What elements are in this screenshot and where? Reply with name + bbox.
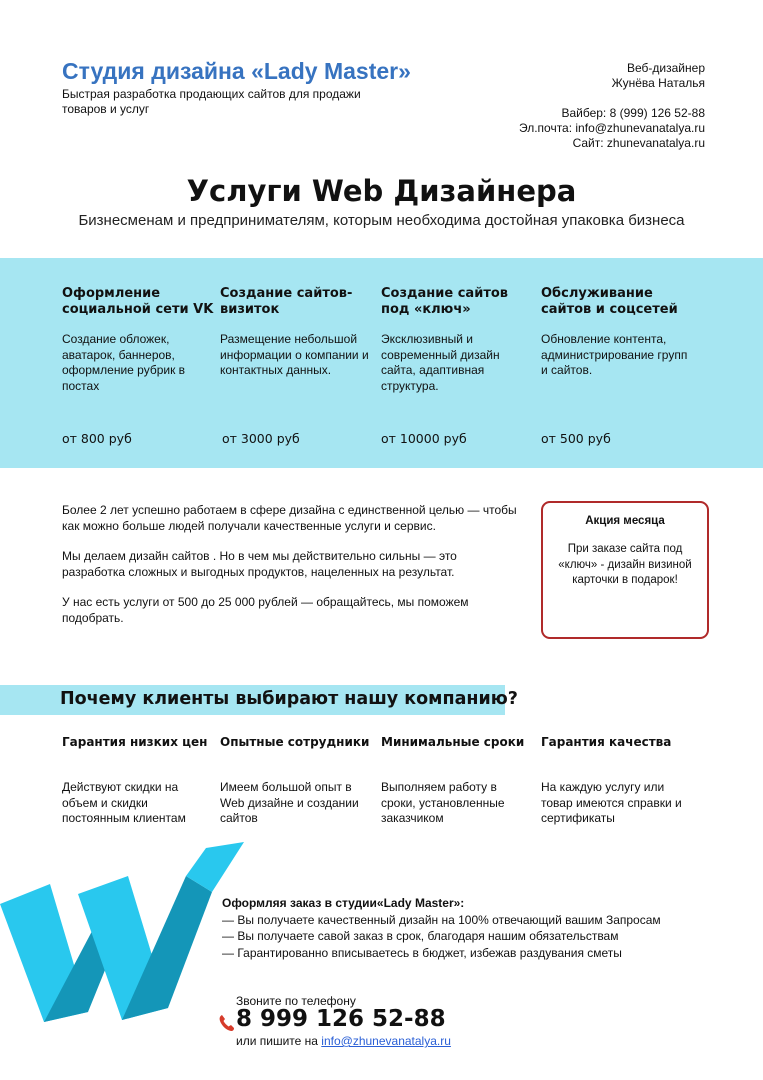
service-card-turnkey-sites: [381, 286, 533, 446]
order-item: — Вы получаете савой заказ в срок, благодаря нашим обязательствам: [222, 929, 619, 943]
studio-title: Студия дизайна «Lady Master»: [62, 58, 411, 84]
service-title: Обслуживание сайтов и соцсетей: [541, 286, 678, 317]
promo-box: [541, 501, 709, 639]
contact-role: Веб-дизайнер: [627, 61, 705, 75]
promo-text: При заказе сайта под «ключ» - дизайн визиной карточки в подарок!: [558, 543, 692, 586]
write-prefix: или пишите на: [236, 1034, 318, 1048]
about-section: [62, 502, 522, 640]
feature-description: Имеем большой опыт в Web дизайне и создании сайтов: [220, 780, 359, 825]
phone-number[interactable]: 8 999 126 52-88: [236, 1006, 446, 1032]
feature-low-prices: [62, 734, 212, 827]
service-description: Размещение небольшой информации о компании и контактных данных.: [220, 332, 369, 377]
service-description: Обновление контента, администрирование групп и сайтов.: [541, 332, 688, 377]
why-title: Почему клиенты выбирают нашу компанию?: [60, 689, 518, 709]
feature-quality: [541, 734, 691, 827]
service-title: Оформление социальной сети VK: [62, 286, 214, 317]
service-card-maintenance: [541, 286, 693, 446]
about-paragraph: У нас есть услуги от 500 до 25 000 рублей — обращайтесь, мы поможем подобрать.: [62, 595, 469, 625]
service-title: Создание сайтов под «ключ»: [381, 286, 509, 317]
feature-experienced-staff: [220, 734, 370, 827]
write-line: [236, 1034, 451, 1048]
about-paragraph: Более 2 лет успешно работаем в сфере дизайна с единственной целью — чтобы как можно больше людей получали качественные услуги и сервис.: [62, 503, 517, 533]
order-benefits: [222, 895, 661, 961]
service-description: Создание обложек, аватарок, баннеров, оформление рубрик в постах: [62, 332, 186, 393]
feature-title: Минимальные сроки: [381, 735, 525, 749]
call-label: Звоните по телефону: [236, 994, 356, 1008]
feature-title: Гарантия качества: [541, 735, 672, 749]
service-card-vk: [62, 286, 214, 446]
service-price: от 800 руб: [62, 431, 132, 446]
services-section: [0, 258, 763, 468]
about-paragraph: Мы делаем дизайн сайтов . Но в чем мы действительно сильны — это разработка сложных и выгодных продуктов, нацеленных на результат.: [62, 549, 457, 579]
feature-title: Опытные сотрудники: [220, 735, 370, 749]
feature-description: На каждую услугу или товар имеются справки и сертификаты: [541, 780, 682, 825]
contact-viber: Вайбер: 8 (999) 126 52-88: [561, 106, 705, 120]
contact-email: Эл.почта: info@zhunevanatalya.ru: [518, 121, 705, 135]
feature-min-deadlines: [381, 734, 531, 827]
page-subtitle: Бизнесменам и предпринимателям, которым необходима достойная упаковка бизнеса: [78, 212, 685, 229]
contact-site: Сайт: zhunevanatalya.ru: [572, 136, 705, 150]
feature-description: Действуют скидки на объем и скидки постоянным клиентам: [62, 780, 186, 825]
order-title: Оформляя заказ в студии«Lady Master»:: [222, 896, 465, 910]
order-item: — Вы получаете качественный дизайн на 100% отвечающий вашим Запросам: [222, 912, 661, 927]
service-card-business-card-sites: [220, 286, 372, 446]
phone-icon: [219, 1014, 235, 1032]
service-description: Эксклюзивный и современный дизайн сайта, адаптивная структура.: [381, 332, 500, 393]
feature-title: Гарантия низких цен: [62, 735, 208, 749]
studio-subtitle: Быстрая разработка продающих сайтов для продажи товаров и услуг: [62, 87, 361, 116]
order-item: — Гарантированно вписываетесь в бюджет, избежав раздувания сметы: [222, 945, 622, 960]
contact-block: [519, 61, 705, 151]
email-link[interactable]: info@zhunevanatalya.ru: [321, 1034, 451, 1048]
service-price: от 3000 руб: [222, 431, 300, 446]
contact-name: Жунёва Наталья: [611, 76, 705, 90]
service-price: от 10000 руб: [381, 431, 467, 446]
service-price: от 500 руб: [541, 431, 611, 446]
service-title: Создание сайтов-визиток: [220, 286, 353, 317]
w-logo-icon: [0, 842, 250, 1022]
why-section-banner: [0, 685, 518, 715]
page-title: Услуги Web Дизайнера: [186, 174, 577, 208]
feature-description: Выполняем работу в сроки, установленные заказчиком: [381, 780, 505, 825]
promo-title: Акция месяца: [585, 515, 665, 527]
